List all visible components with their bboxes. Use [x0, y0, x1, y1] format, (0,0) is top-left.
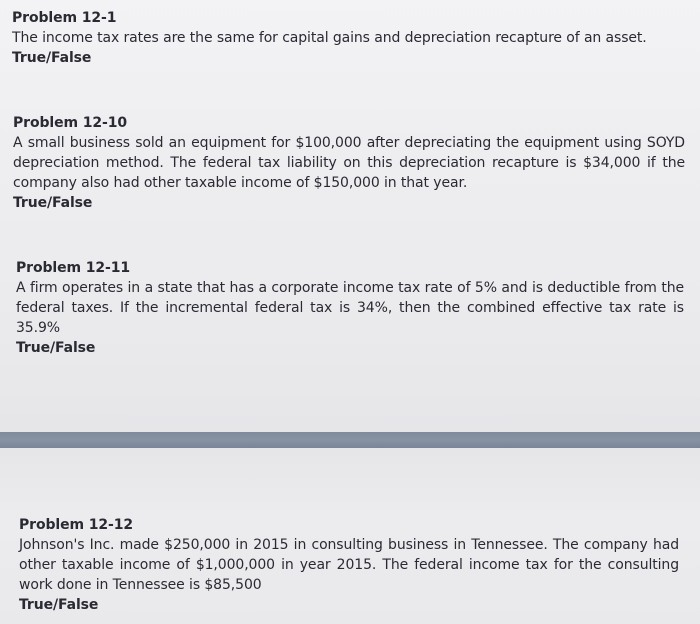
problem-12-12 [19, 515, 679, 615]
problem-12-1 [12, 8, 652, 68]
problem-statement: A firm operates in a state that has a corporate income tax rate of 5% and is deductible from the federal taxes. If the incremental federal tax is 34%, then the combined effective tax rate is 35.9% [16, 280, 684, 336]
problem-12-11 [16, 258, 684, 358]
answer-choice: True/False [19, 597, 99, 613]
problem-statement: Johnson's Inc. made $250,000 in 2015 in consulting business in Tennessee. The company had other taxable income of $1,000,000 in year 2015. The federal income tax for the consulting work done in Tennessee is $85,500 [19, 537, 679, 593]
answer-choice: True/False [13, 195, 93, 211]
problem-statement: The income tax rates are the same for capital gains and depreciation recapture of an asset. [12, 30, 647, 46]
problem-title: Problem 12-10 [13, 115, 128, 131]
answer-choice: True/False [16, 340, 96, 356]
problem-12-10 [13, 113, 685, 213]
problem-title: Problem 12-1 [12, 10, 117, 26]
section-divider-band [0, 432, 700, 448]
answer-choice: True/False [12, 50, 92, 66]
problem-title: Problem 12-12 [19, 517, 134, 533]
problem-title: Problem 12-11 [16, 260, 131, 276]
problem-statement: A small business sold an equipment for $100,000 after depreciating the equipment using SOYD depreciation method. The federal tax liability on this depreciation recapture is $34,000 if the company also had other taxable income of $150,000 in that year. [13, 135, 685, 191]
